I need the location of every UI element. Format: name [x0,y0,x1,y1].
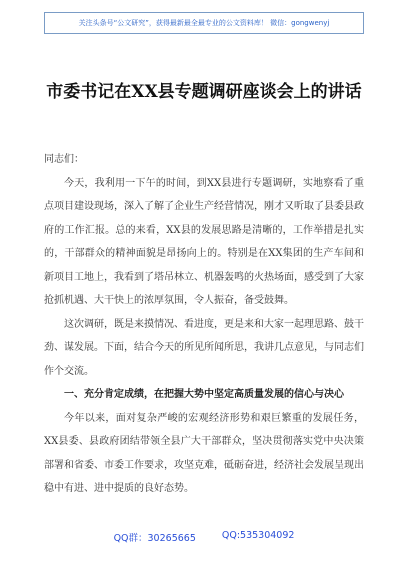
footer-qq-group: QQ群：30265665 [113,533,196,544]
salutation: 同志们： [44,154,84,165]
paragraph-2: 这次调研，既是来摸情况、看进度，更是来和大家一起理思路、鼓干劲、谋发展。下面，结合今天的所见所闻所思，我讲几点意见，与同志们作个交流。 [44,318,364,377]
header-banner-text: 关注头条号“公文研究”，获得最新最全最专业的公文资料库！ 微信：gongwenyj [78,19,330,27]
document-body [44,148,364,501]
section-heading-1: 一、充分肯定成绩，在把握大势中坚定高质量发展的信心与决心 [64,389,344,400]
footer [0,530,408,550]
paragraph-1: 今天，我利用一下午的时间，到XX县进行专题调研，实地察看了重点项目建设现场，深入了解了企业生产经营情况，刚才又听取了县委县政府的工作汇报。总的来看，XX县的发展思路是清晰的，工作举措是扎实的，干部群众的精神面貌是昂扬向上的。特别是在XX集团的生产车间和新项目工地上，我看到了塔吊林立、机器轰鸣的火热场面，感受到了大家抢抓机遇、大干快上的浓厚氛围，令人振奋，备受鼓舞。 [44,177,364,306]
document-title: 市委书记在XX县专题调研座谈会上的讲话 [46,82,362,102]
footer-qq-contact: QQ:535304092 [221,530,295,541]
header-banner [44,12,364,34]
paragraph-3: 今年以来，面对复杂严峻的宏观经济形势和艰巨繁重的发展任务，XX县委、县政府团结带领全县广大干部群众，坚决贯彻落实党中央决策部署和省委、市委工作要求，攻坚克难，砥砺奋进，经济社会发展呈现出稳中有进、进中提质的良好态势。 [44,412,364,494]
